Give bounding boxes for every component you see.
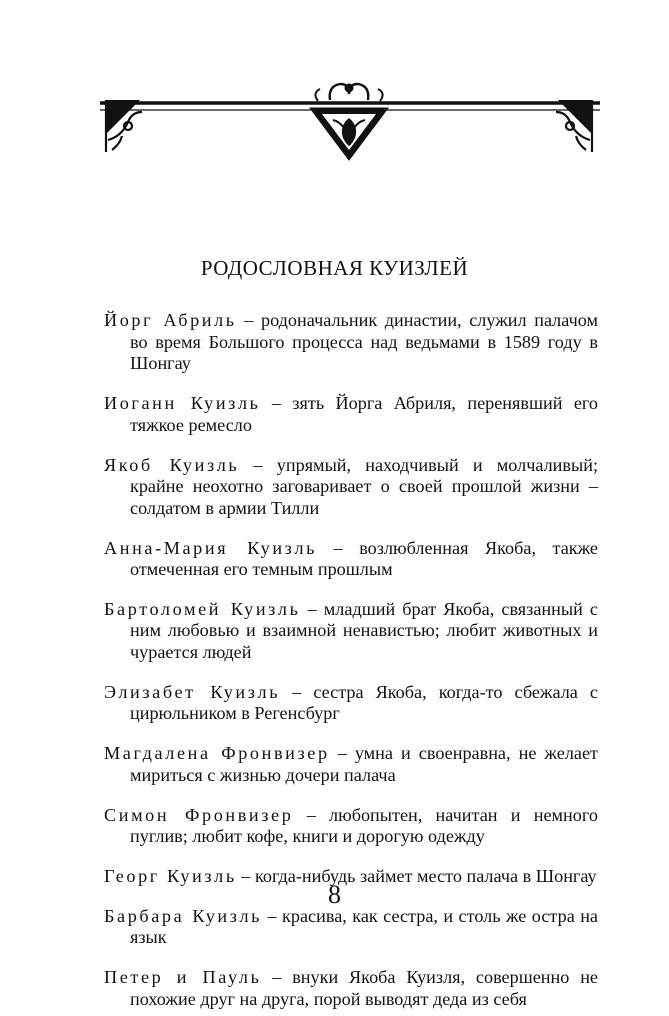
left-corner-ornament	[106, 100, 142, 152]
list-item	[104, 906, 598, 949]
right-corner-ornament	[556, 100, 592, 152]
entry-description: – родоначальник династии, служил палачом во время Большого процесса над ведьмами в 1589 году в Шонгау	[130, 310, 599, 374]
entry-description: – внуки Якоба Куизля, совершенно не похожие друг на друга, порой выводят деда из себя	[130, 967, 598, 1009]
list-item	[104, 599, 598, 664]
header-ornament	[0, 0, 669, 170]
entry-name: Бартоломей Куизль	[104, 598, 301, 619]
entry-name: Барбара Куизль	[104, 905, 263, 926]
entry-description: – упрямый, находчивый и молчаливый; крайне неохотно заговаривает о своей прошлой жизни – солдатом в армии Тилли	[130, 454, 599, 518]
page-number: 8	[328, 880, 341, 909]
list-item	[104, 455, 598, 520]
entry-description: – любопытен, начитан и немного пуглив; любит кофе, книги и дорогую одежду	[130, 804, 598, 847]
entry-name: Симон Фронвизер	[104, 804, 294, 825]
entry-name: Элизабет Куизль	[104, 681, 281, 702]
entry-description: – младший брат Якоба, связанный с ним любовью и взаимной ненавистью; любит животных и чурается людей	[130, 598, 598, 663]
list-item	[104, 743, 598, 786]
entry-description: – возлюбленная Якоба, также отмеченная его темным прошлым	[130, 537, 599, 580]
list-item	[104, 682, 598, 725]
entry-description: – зять Йорга Абриля, перенявший его тяжкое ремесло	[130, 393, 598, 435]
list-item	[104, 538, 598, 581]
entry-name: Анна-Мария Куизль	[104, 537, 318, 558]
list-item	[104, 393, 598, 436]
entry-description: – умна и своенравна, не желает мириться с жизнью дочери палача	[130, 743, 598, 785]
entry-description: – когда-нибудь займет место палача в Шонгау	[241, 865, 597, 886]
center-crest-ornament	[310, 84, 388, 160]
entry-name: Петер и Пауль	[104, 967, 262, 988]
entry-description: – сестра Якоба, когда-то сбежала с цирюльником в Регенсбург	[130, 681, 599, 724]
entry-name: Магдалена Фронвизер	[104, 743, 330, 764]
entry-description: – красива, как сестра, и столь же остра на язык	[130, 905, 599, 948]
entry-name: Йорг Абриль	[104, 310, 237, 331]
entry-name: Якоб Куизль	[104, 454, 240, 475]
list-item	[104, 967, 598, 1010]
entry-name: Георг Куизль	[104, 865, 237, 886]
list-item	[104, 805, 598, 848]
list-item	[104, 310, 598, 375]
page-title: РОДОСЛОВНАЯ КУИЗЛЕЙ	[200, 256, 469, 280]
entry-name: Иоганн Куизль	[104, 393, 261, 414]
